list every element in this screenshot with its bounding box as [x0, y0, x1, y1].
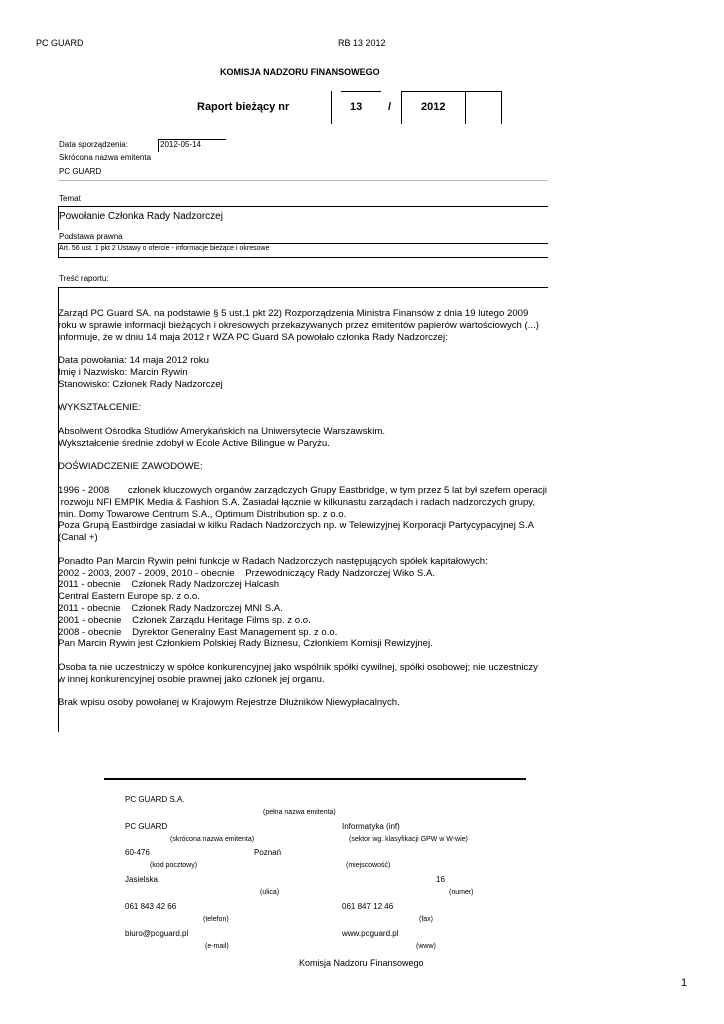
- content-blank-line: [58, 450, 547, 462]
- report-box-divider: [501, 91, 502, 124]
- issuer-phone: 061 843 42 66: [125, 902, 177, 911]
- issuer-sector-caption: (sektor wg. klasyfikacji GPW w W-wie): [349, 836, 468, 843]
- content-line: DOŚWIADCZENIE ZAWODOWE:: [58, 461, 203, 473]
- content-line: Poza Grupą Eastbirdge zasiadał w kilku Radach Nadzorczych np. w Telewizyjnej Korporacji Partycypacyjnej S.A: [58, 520, 535, 532]
- content-line: roku w sprawie informacji bieżących i okresowych przekazywanych przez emitentów papierów wartościowych (...): [58, 319, 539, 331]
- header-company: PC GUARD: [36, 38, 84, 48]
- content-line: Absolwent Ośrodka Studiów Amerykańskich na Uniwersytecie Warszawskim.: [58, 425, 386, 437]
- content-label: Treść raportu:: [59, 274, 109, 283]
- content-line: 2008 - obecnie Dyrektor Generalny East Management sp. z o.o.: [58, 626, 338, 638]
- content-line: Pan Marcin Rywin jest Członkiem Polskiej Rady Biznesu, Członkiem Komisji Rewizyjnej.: [58, 638, 433, 650]
- report-box-divider: [331, 91, 332, 124]
- issuer-postal-code: 60-476: [125, 848, 150, 857]
- report-year-top-line: [401, 91, 502, 92]
- content-line: Stanowisko: Członek Rady Nadzorczej: [58, 378, 223, 390]
- issuer-www: www.pcguard.pl: [342, 929, 399, 938]
- footer-authority: Komisja Nadzoru Finansowego: [299, 958, 424, 968]
- topic-top-line: [58, 206, 548, 207]
- issuer-number: 16: [436, 875, 445, 884]
- content-line: Ponadto Pan Marcin Rywin pełni funkcje w Radach Nadzorczych następujących spółek kapitałowych:: [58, 555, 488, 567]
- content-line: 2001 - obecnie Członek Zarządu Heritage Films sp. z o.o.: [58, 614, 311, 626]
- content-blank-line: [58, 473, 547, 485]
- content-blank-line: [58, 414, 547, 426]
- legal-value: Art. 56 ust. 1 pkt 2 Ustawy o ofercie - informacje bieżące i okresowe: [59, 245, 270, 252]
- report-content: [58, 308, 547, 709]
- content-line: WYKSZTAŁCENIE:: [58, 402, 141, 414]
- date-box-edge: [158, 139, 159, 152]
- report-separator: /: [388, 101, 392, 113]
- report-box-divider: [401, 91, 402, 124]
- content-blank-line: [58, 686, 547, 698]
- report-box-divider: [465, 91, 466, 124]
- content-line: Wykształcenie średnie zdobył w Ecole Active Bilingue w Paryżu.: [58, 437, 330, 449]
- header-doc-code: RB 13 2012: [338, 38, 386, 48]
- issuer-email: biuro@pcguard.pl: [125, 929, 189, 938]
- legal-label: Podstawa prawna: [59, 232, 123, 241]
- header-authority: KOMISJA NADZORU FINANSOWEGO: [220, 67, 380, 77]
- report-label: Raport bieżący nr: [197, 101, 290, 113]
- content-line: rozwoju NFI EMPIK Media & Fashion S.A. Zasiadał łącznie w kilkunastu zarządach i radach nadzorczych grupy,: [58, 496, 536, 508]
- content-blank-line: [58, 391, 547, 403]
- content-line: Zarząd PC Guard SA. na podstawie § 5 ust.1 pkt 22) Rozporządzenia Ministra Finansów z dnia 19 lutego 2009: [58, 308, 529, 319]
- content-blank-line: [58, 343, 547, 355]
- issuer-phone-caption: (telefon): [203, 916, 229, 923]
- footer-separator: [104, 778, 526, 780]
- date-value: 2012-05-14: [160, 140, 201, 149]
- short-name-label: Skrócona nazwa emitenta: [59, 153, 152, 162]
- issuer-full-name: PC GUARD S.A.: [125, 795, 185, 804]
- topic-value: Powołanie Członka Rady Nadzorczej: [59, 211, 223, 222]
- report-number-top-line: [341, 91, 381, 92]
- content-line: min. Domy Towarowe Centrum S.A., Optimum Distribution sp. z o.o.: [58, 508, 347, 520]
- content-line: Brak wpisu osoby powołanej w Krajowym Rejestrze Dłużników Niewypłacalnych.: [58, 697, 400, 709]
- issuer-street: Jasielska: [125, 875, 158, 884]
- content-line: w innej konkurencyjnej osobie prawnej jako członek jej organu.: [58, 673, 325, 685]
- content-blank-line: [58, 544, 547, 556]
- content-line: Central Eastern Europe sp. z o.o.: [58, 591, 200, 603]
- report-year: 2012: [421, 101, 446, 113]
- content-line: informuje, że w dniu 14 maja 2012 r WZA PC Guard SA powołało członka Rady Nadzorczej:: [58, 331, 448, 343]
- content-top-line: [58, 287, 548, 288]
- short-name-value: PC GUARD: [59, 167, 102, 176]
- content-line: 2011 - obecnie Członek Rady Nadzorczej Halcash: [58, 579, 280, 591]
- issuer-fax-caption: (fax): [419, 916, 433, 923]
- issuer-city: Poznań: [254, 848, 282, 857]
- content-line: 2002 - 2003, 2007 - 2009, 2010 - obecnie Przewodniczący Rady Nadzorczej Wiko S.A.: [58, 567, 436, 579]
- issuer-www-caption: (www): [416, 943, 436, 950]
- issuer-short-name: PC GUARD: [125, 822, 168, 831]
- divider: [58, 180, 548, 181]
- content-line: (Canal +): [58, 532, 98, 544]
- issuer-postal-caption: (kod pocztowy): [150, 862, 198, 869]
- issuer-sector: Informatyka (inf): [342, 822, 400, 831]
- content-line: Data powołania: 14 maja 2012 roku: [58, 355, 209, 367]
- content-blank-line: [58, 650, 547, 662]
- issuer-fax: 061 847 12 46: [342, 902, 394, 911]
- issuer-street-caption: (ulica): [260, 889, 280, 896]
- issuer-number-caption: (numer): [449, 889, 474, 896]
- issuer-city-caption: (miejscowość): [346, 862, 391, 869]
- content-line: 2011 - obecnie Członek Rady Nadzorczej MNI S.A.: [58, 602, 283, 614]
- legal-bottom-line: [58, 257, 548, 258]
- issuer-short-name-caption: (skrócona nazwa emitenta): [170, 836, 255, 843]
- report-number: 13: [350, 101, 363, 113]
- issuer-full-name-caption: (pełna nazwa emitenta): [263, 809, 336, 816]
- content-line: Imię i Nazwisko: Marcin Rywin: [58, 366, 188, 378]
- content-line: Osoba ta nie uczestniczy w spółce konkurencyjnej jako wspólnik spółki cywilnej, spółki osobowej; nie uczestniczy: [58, 661, 538, 673]
- page-number: 1: [681, 977, 688, 989]
- issuer-email-caption: (e-mail): [205, 943, 229, 950]
- date-label: Data sporządzenia:: [59, 140, 128, 149]
- topic-label: Temat: [59, 194, 81, 203]
- legal-top-line: [58, 243, 548, 244]
- content-line: 1996 - 2008 członek kluczowych organów zarządczych Grupy Eastbridge, w tym przez 5 lat był szefem operacji: [58, 484, 547, 496]
